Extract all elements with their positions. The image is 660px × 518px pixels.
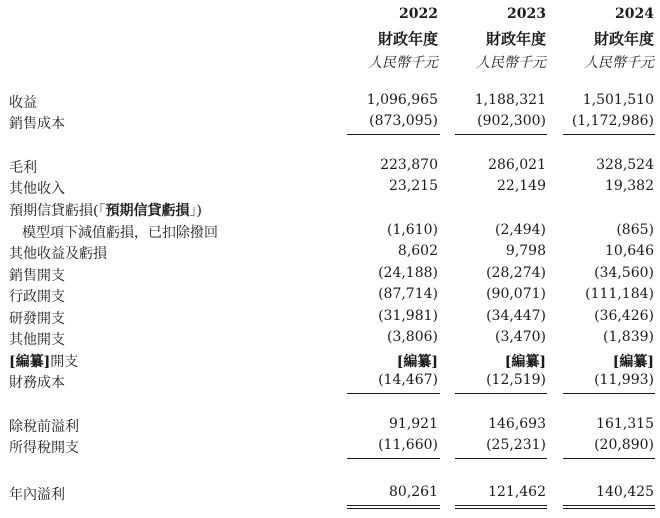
row-impairment [0, 220, 660, 242]
label-rest: 開支 [50, 354, 79, 370]
row-label: 模型項下減值虧損，已扣除撥回 [22, 225, 218, 241]
subtotal-rule [455, 393, 547, 394]
row-admin-expenses [0, 284, 660, 306]
row-label: 除稅前溢利 [9, 419, 79, 435]
row-label: 銷售開支 [9, 268, 65, 284]
value-2023: (90,071) [486, 286, 546, 302]
value-2022: (24,188) [378, 265, 438, 281]
value-2024: (34,560) [594, 265, 654, 281]
value-2023: 121,462 [488, 484, 546, 500]
value-2024: (11,993) [594, 372, 654, 388]
value-2023: (25,231) [486, 437, 546, 453]
value-2024: 1,501,510 [582, 92, 654, 108]
row-label: 其他開支 [9, 332, 65, 348]
value-2024: 328,524 [596, 157, 654, 173]
row-cost-of-sales [0, 111, 660, 133]
header-currency: 人民幣千元 [584, 55, 654, 71]
row-other-income [0, 176, 660, 198]
header-year: 2023 [507, 6, 546, 22]
value-2022: 223,870 [380, 157, 438, 173]
value-2022: 23,215 [389, 178, 438, 194]
row-profit-for-year [0, 482, 660, 504]
label-suffix: 」) [189, 203, 202, 219]
total-double-rule [347, 505, 440, 509]
header-year: 2022 [399, 6, 438, 22]
row-label [9, 200, 202, 220]
row-finance-costs [0, 370, 660, 392]
subtotal-rule [563, 393, 655, 394]
row-label: 行政開支 [9, 289, 65, 305]
value-2023: 1,188,321 [474, 92, 546, 108]
column-header-2022 [318, 6, 438, 76]
header-fiscal-year: 財政年度 [593, 30, 654, 48]
row-label: 毛利 [9, 160, 37, 176]
row-label: 財務成本 [9, 375, 65, 391]
row-ecl-heading [0, 198, 660, 220]
header-year: 2024 [615, 6, 654, 22]
row-label: 收益 [9, 95, 37, 111]
row-label: 其他收入 [9, 181, 65, 197]
value-2022: (1,610) [386, 222, 438, 238]
subtotal-rule [563, 458, 655, 459]
value-2023: (2,494) [494, 222, 546, 238]
value-2022: 1,096,965 [366, 92, 438, 108]
value-2023: 286,021 [488, 157, 546, 173]
label-defined-term: 預期信貸虧損 [105, 203, 190, 219]
value-2023: (902,300) [477, 113, 546, 129]
value-2023: 146,693 [488, 416, 546, 432]
subtotal-rule [563, 134, 655, 135]
header-currency: 人民幣千元 [476, 55, 546, 71]
value-2022: (11,660) [378, 437, 438, 453]
row-other-gains-losses [0, 241, 660, 263]
subtotal-rule [455, 134, 547, 135]
value-2024: [編纂] [612, 354, 654, 370]
value-2022: 80,261 [389, 484, 438, 500]
row-label: 年內溢利 [9, 487, 65, 503]
value-2024: (20,890) [594, 437, 654, 453]
row-label: 其他收益及虧損 [9, 246, 107, 262]
value-2022: [編纂] [396, 354, 438, 370]
value-2023: (3,470) [494, 329, 546, 345]
value-2023: (12,519) [486, 372, 546, 388]
value-2022: (87,714) [378, 286, 438, 302]
value-2023: [編纂] [504, 354, 546, 370]
label-prefix: 預期信貸虧損(「 [9, 203, 106, 219]
subtotal-rule [347, 393, 440, 394]
total-double-rule [455, 505, 547, 509]
value-2024: 161,315 [596, 416, 654, 432]
row-other-expenses [0, 327, 660, 349]
subtotal-rule [347, 134, 440, 135]
header-fiscal-year: 財政年度 [377, 30, 438, 48]
value-2022: 91,921 [389, 416, 438, 432]
value-2022: (31,981) [378, 308, 438, 324]
row-label: 銷售成本 [9, 116, 65, 132]
header-fiscal-year: 財政年度 [485, 30, 546, 48]
value-2022: (3,806) [386, 329, 438, 345]
value-2022: (873,095) [369, 113, 438, 129]
value-2024: (36,426) [594, 308, 654, 324]
row-gross-profit [0, 155, 660, 177]
subtotal-rule [347, 458, 440, 459]
subtotal-rule [455, 458, 547, 459]
row-profit-before-tax [0, 414, 660, 436]
value-2024: (111,184) [585, 286, 654, 302]
value-2024: 19,382 [605, 178, 654, 194]
value-2023: 9,798 [505, 243, 546, 259]
row-revenue [0, 90, 660, 112]
row-rnd-expenses [0, 306, 660, 328]
column-header-2023 [426, 6, 546, 76]
row-selling-expenses [0, 263, 660, 285]
value-2022: (14,467) [378, 372, 438, 388]
value-2024: (1,839) [602, 329, 654, 345]
value-2023: (34,447) [486, 308, 546, 324]
value-2023: 22,149 [497, 178, 546, 194]
column-header-2024 [534, 6, 654, 76]
row-label [9, 351, 78, 371]
row-label: 研發開支 [9, 311, 65, 327]
value-2024: (865) [616, 222, 654, 238]
row-redacted-expenses [0, 349, 660, 371]
value-2022: 8,602 [397, 243, 438, 259]
total-double-rule [563, 505, 655, 509]
row-label: 所得稅開支 [9, 440, 79, 456]
value-2023: (28,274) [486, 265, 546, 281]
value-2024: 10,646 [605, 243, 654, 259]
value-2024: (1,172,986) [571, 113, 654, 129]
header-currency: 人民幣千元 [368, 55, 438, 71]
value-2024: 140,425 [596, 484, 654, 500]
label-redacted: [編纂] [9, 354, 51, 370]
row-income-tax [0, 435, 660, 457]
